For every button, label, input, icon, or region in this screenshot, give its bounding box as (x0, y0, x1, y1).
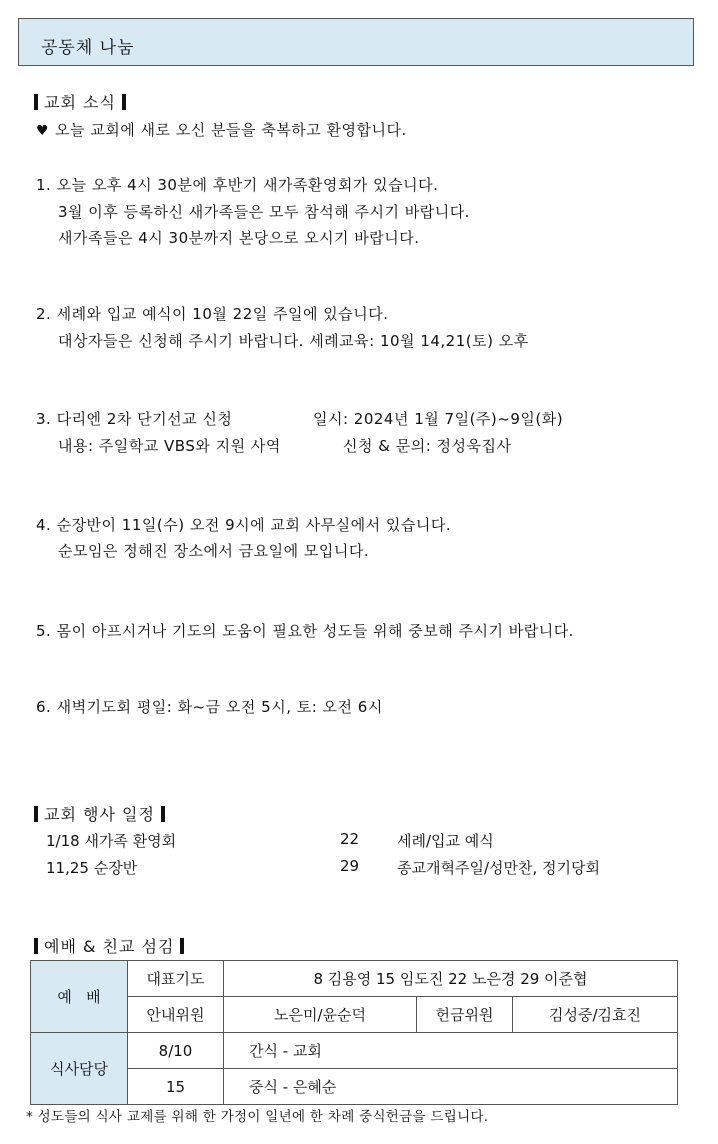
page-title: 공동체 나눔 (41, 38, 135, 58)
news-item-1-line-3: 새가족들은 4시 30분까지 본당으로 오시기 바랍니다. (58, 229, 420, 247)
heading-bar-left (34, 94, 38, 110)
table-row (31, 1033, 678, 1069)
service-table (30, 960, 678, 1105)
table-row (31, 997, 678, 1033)
meal-date: 8/10 (128, 1033, 224, 1069)
news-item-4-line-1: 4. 순장반이 11일(수) 오전 9시에 교회 사무실에서 있습니다. (36, 516, 452, 534)
news-heading: 교회 소식 (34, 90, 126, 113)
schedule-heading: 교회 행사 일정 (34, 802, 165, 825)
worship-label: 예 배 (31, 961, 128, 1033)
news-item-6-line-1: 6. 새벽기도회 평일: 화~금 오전 5시, 토: 오전 6시 (36, 698, 383, 716)
schedule-row-1-left: 1/18 새가족 환영회 (46, 832, 177, 850)
service-heading: 예배 & 친교 섬김 (34, 934, 184, 957)
news-item-2-line-1: 2. 세례와 입교 예식이 10월 22일 주일에 있습니다. (36, 305, 389, 323)
table-row (31, 961, 678, 997)
meal-desc: 중식 - 은혜순 (224, 1069, 678, 1105)
meal-label: 식사담당 (31, 1033, 128, 1105)
heading-bar-left (34, 938, 38, 954)
heart-icon: ♥ (36, 123, 50, 139)
news-item-3-date: 일시: 2024년 1월 7일(주)~9일(화) (313, 410, 564, 428)
usher-label: 안내위원 (128, 997, 224, 1033)
news-item-5-line-1: 5. 몸이 아프시거나 기도의 도움이 필요한 성도들 위해 중보해 주시기 바랍니다. (36, 622, 574, 640)
offering-value: 김성중/김효진 (513, 997, 678, 1033)
meal-date: 15 (128, 1069, 224, 1105)
schedule-row-2-event: 종교개혁주일/성만찬, 정기당회 (397, 859, 600, 877)
news-item-1-line-2: 3월 이후 등록하신 새가족들은 모두 참석해 주시기 바랍니다. (58, 203, 470, 221)
schedule-row-2-date: 29 (340, 857, 360, 875)
usher-value: 노은미/윤순덕 (224, 997, 417, 1033)
news-item-3-line-2: 내용: 주일학교 VBS와 지원 사역 (58, 437, 281, 455)
schedule-row-1-event: 세례/입교 예식 (397, 832, 494, 850)
heading-bar-right (180, 938, 184, 954)
meal-desc: 간식 - 교회 (224, 1033, 678, 1069)
news-item-1-line-1: 1. 오늘 오후 4시 30분에 후반기 새가족환영회가 있습니다. (36, 176, 439, 194)
heading-bar-right (122, 94, 126, 110)
schedule-row-2-left: 11,25 순장반 (46, 859, 138, 877)
news-item-4-line-2: 순모임은 정해진 장소에서 금요일에 모입니다. (58, 542, 370, 560)
schedule-row-1-date: 22 (340, 830, 360, 848)
table-row (31, 1069, 678, 1105)
news-item-3-line-1: 3. 다리엔 2차 단기선교 신청 (36, 410, 233, 428)
heading-bar-right (161, 806, 165, 822)
rep-prayer-label: 대표기도 (128, 961, 224, 997)
heading-bar-left (34, 806, 38, 822)
rep-prayer-value: 8 김용영 15 임도진 22 노은경 29 이준협 (224, 961, 678, 997)
offering-label: 헌금위원 (417, 997, 513, 1033)
news-item-3-contact: 신청 & 문의: 정성욱집사 (343, 437, 512, 455)
welcome-line: ♥ 오늘 교회에 새로 오신 분들을 축복하고 환영합니다. (36, 121, 407, 139)
news-item-2-line-2: 대상자들은 신청해 주시기 바랍니다. 세례교육: 10월 14,21(토) 오후 (58, 332, 529, 350)
header-box (18, 18, 694, 66)
footnote: * 성도들의 식사 교제를 위해 한 가정이 일년에 한 차례 중식헌금을 드립니다. (26, 1109, 489, 1125)
